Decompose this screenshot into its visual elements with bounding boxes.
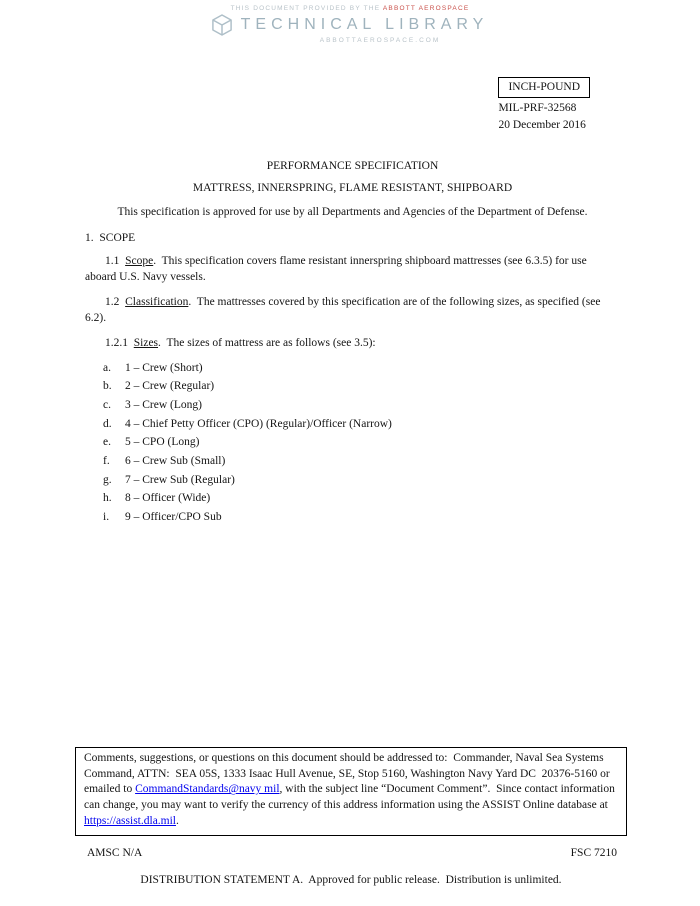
para-number: 1.2 <box>105 296 126 309</box>
approval-statement: This specification is approved for use by all Departments and Agencies of the Department of Defense. <box>117 206 588 219</box>
sizes-list <box>85 359 620 527</box>
list-item-text: 8 – Officer (Wide) <box>125 492 211 505</box>
paragraph-1-2-1 <box>85 336 620 352</box>
spec-date: 20 December 2016 <box>498 118 586 131</box>
doc-type-heading: PERFORMANCE SPECIFICATION <box>266 160 439 173</box>
doc-subject-heading: MATTRESS, INNERSPRING, FLAME RESISTANT, SHIPBOARD <box>192 182 513 195</box>
banner-provided-prefix: THIS DOCUMENT PROVIDED BY THE <box>230 5 383 12</box>
para-number: 1.1 <box>105 255 126 268</box>
list-item-letter: f. <box>103 454 110 467</box>
page-footer <box>75 747 627 886</box>
paragraph-1-2 <box>85 295 620 326</box>
list-item <box>103 452 620 471</box>
cube-logo-icon <box>212 14 232 36</box>
list-item-text: 2 – Crew (Regular) <box>125 380 215 393</box>
list-item-text: 5 – CPO (Long) <box>125 436 200 449</box>
inch-pound-designator: INCH-POUND <box>498 77 590 98</box>
comments-text-2: , with the subject line “Document Comment”. Since contact information can change, you may want to verify the currency of this address information using the ASSIST Online database at <box>84 783 618 812</box>
list-item <box>103 433 620 452</box>
amsc-code: AMSC N/A <box>87 847 143 859</box>
para-text: . This specification covers flame resistant innerspring shipboard mattresses (see 6.3.5) for use aboard U.S. Navy vessels. <box>85 255 590 283</box>
list-item <box>103 415 620 434</box>
list-item-letter: i. <box>103 510 110 523</box>
fsc-code: FSC 7210 <box>570 847 617 859</box>
banner-provided-line <box>0 5 700 13</box>
para-text: . The mattresses covered by this specification are of the following sizes, as specified (see 6.2). <box>85 296 604 324</box>
comments-text-1: Comments, suggestions, or questions on this document should be addressed to: Commander, Naval Sea Systems Command, ATTN: SEA 05S, 1333 Isaac Hull Avenue, SE, Stop 5160, Washington Navy Yard DC 20376-5160 or emailed to <box>84 751 613 796</box>
para-label: Sizes <box>133 337 159 350</box>
list-item-text: 1 – Crew (Short) <box>125 361 203 374</box>
banner-title: TECHNICAL LIBRARY <box>240 16 489 34</box>
comments-box <box>75 747 627 836</box>
section-1-heading: 1. SCOPE <box>85 232 136 245</box>
library-banner <box>0 0 700 45</box>
spec-number: MIL-PRF-32568 <box>498 101 577 114</box>
list-item-text: 6 – Crew Sub (Small) <box>125 454 226 467</box>
identification-block <box>498 77 590 133</box>
list-item-text: 4 – Chief Petty Officer (CPO) (Regular)/Officer (Narrow) <box>125 417 392 430</box>
list-item <box>103 396 620 415</box>
paragraph-1-1 <box>85 254 620 285</box>
distribution-statement: DISTRIBUTION STATEMENT A. Approved for public release. Distribution is unlimited. <box>140 874 562 886</box>
list-item <box>103 489 620 508</box>
para-label: Scope <box>125 255 154 268</box>
email-link[interactable]: CommandStandards@navy mil <box>135 783 280 796</box>
para-number: 1.2.1 <box>105 337 134 350</box>
banner-site-url: ABBOTTAEROSPACE.COM <box>319 37 441 45</box>
list-item <box>103 508 620 527</box>
assist-database-link[interactable]: https://assist.dla.mil <box>84 815 177 828</box>
list-item-text: 9 – Officer/CPO Sub <box>125 510 222 523</box>
banner-title-row <box>0 14 700 36</box>
list-item <box>103 471 620 490</box>
list-item-letter: d. <box>103 417 112 430</box>
list-item-letter: b. <box>103 380 112 393</box>
list-item-text: 7 – Crew Sub (Regular) <box>125 473 235 486</box>
list-item-letter: h. <box>103 492 112 505</box>
list-item-letter: c. <box>103 399 111 412</box>
amsc-fsc-row <box>75 847 627 859</box>
list-item <box>103 377 620 396</box>
list-item-letter: g. <box>103 473 112 486</box>
para-label: Classification <box>125 296 189 309</box>
list-item-letter: e. <box>103 436 111 449</box>
comments-text-3: . <box>176 815 179 828</box>
list-item-text: 3 – Crew (Long) <box>125 399 202 412</box>
para-text: . The sizes of mattress are as follows (see 3.5): <box>158 337 376 350</box>
list-item <box>103 359 620 378</box>
banner-brand-name: ABBOTT AEROSPACE <box>382 5 470 12</box>
document-content <box>0 77 700 526</box>
list-item-letter: a. <box>103 361 111 374</box>
